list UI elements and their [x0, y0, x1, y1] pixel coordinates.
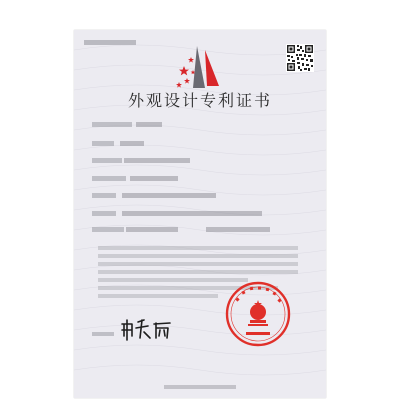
description-line: [98, 262, 298, 266]
signature-label: [92, 332, 114, 336]
handwritten-signature-icon: [120, 316, 174, 342]
description-line: [98, 294, 218, 298]
qr-code-icon: [286, 44, 314, 72]
patent-office-emblem-icon: [175, 44, 225, 90]
footer-line: [164, 385, 236, 389]
description-line: [98, 254, 298, 258]
patent-certificate-sheet: [74, 30, 326, 398]
description-line: [98, 270, 298, 274]
national-emblem-icon: [224, 280, 292, 348]
description-line: [98, 246, 298, 250]
certificate-title: 外观设计专利证书: [127, 91, 272, 110]
certificate-number-line: [84, 40, 136, 47]
